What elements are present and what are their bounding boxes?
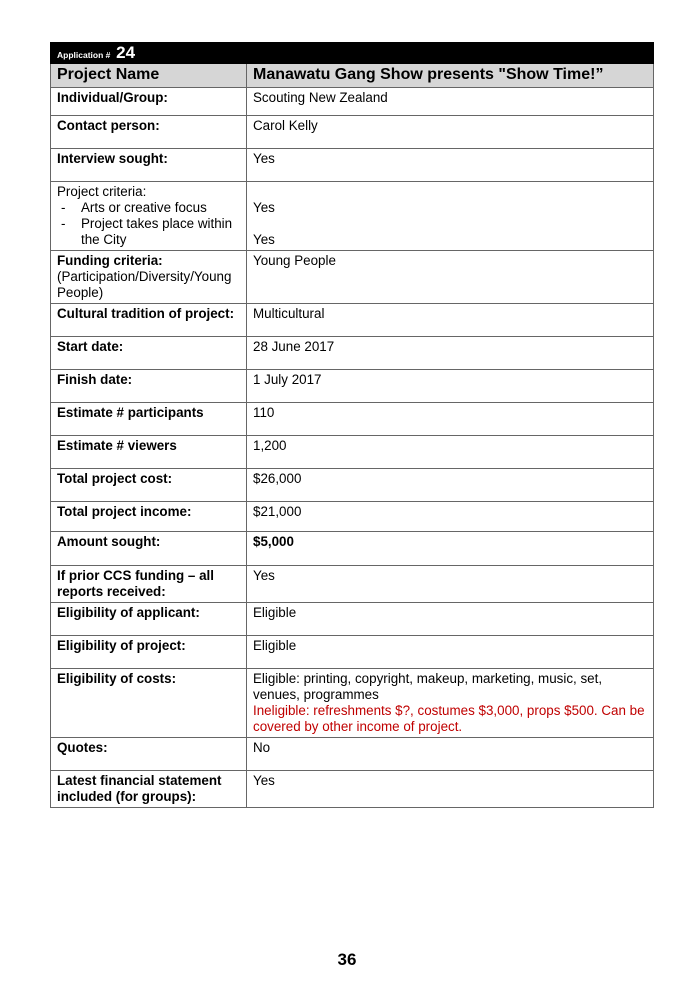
table-row xyxy=(51,403,654,436)
application-table xyxy=(50,42,654,808)
prior-ccs-label: If prior CCS funding – all reports received: xyxy=(51,566,247,603)
page-number: 36 xyxy=(337,950,357,969)
table-row xyxy=(51,566,654,603)
project-name-label: Project Name xyxy=(51,64,247,88)
ineligible-costs-text: Ineligible: refreshments $?, costumes $3,000, props $500. Can be covered by other income of project. xyxy=(253,703,645,734)
viewers-label: Estimate # viewers xyxy=(51,436,247,469)
start-date-label: Start date: xyxy=(51,337,247,370)
project-name-value: Manawatu Gang Show presents "Show Time!” xyxy=(247,64,654,88)
amount-sought-value: $5,000 xyxy=(247,532,654,566)
elig-project-label: Eligibility of project: xyxy=(51,636,247,669)
financial-statement-value: Yes xyxy=(247,771,654,808)
table-row xyxy=(51,182,654,251)
project-criteria-list xyxy=(57,200,240,248)
funding-criteria-sublabel: (Participation/Diversity/Young People) xyxy=(57,269,232,300)
project-criteria-cell xyxy=(51,182,247,251)
elig-applicant-label: Eligibility of applicant: xyxy=(51,603,247,636)
project-criteria-values xyxy=(247,182,654,251)
funding-criteria-value: Young People xyxy=(247,251,654,304)
table-row xyxy=(51,337,654,370)
project-name-row xyxy=(51,64,654,88)
table-row xyxy=(51,502,654,532)
contact-person-label: Contact person: xyxy=(51,116,247,149)
total-income-value: $21,000 xyxy=(247,502,654,532)
table-row xyxy=(51,532,654,566)
elig-applicant-value: Eligible xyxy=(247,603,654,636)
table-row xyxy=(51,603,654,636)
table-row xyxy=(51,370,654,403)
funding-criteria-label: Funding criteria: xyxy=(57,253,163,268)
criteria-value-city: Yes xyxy=(253,232,275,247)
table-row xyxy=(51,116,654,149)
elig-project-value: Eligible xyxy=(247,636,654,669)
list-item: - Project takes place within the City xyxy=(57,216,240,248)
table-row xyxy=(51,304,654,337)
elig-costs-cell xyxy=(247,669,654,738)
application-label: Application # xyxy=(57,50,111,60)
funding-criteria-cell xyxy=(51,251,247,304)
amount-sought-label: Amount sought: xyxy=(51,532,247,566)
total-income-label: Total project income: xyxy=(51,502,247,532)
individual-group-value: Scouting New Zealand xyxy=(247,88,654,116)
quotes-label: Quotes: xyxy=(51,738,247,771)
start-date-value: 28 June 2017 xyxy=(247,337,654,370)
cultural-tradition-label: Cultural tradition of project: xyxy=(51,304,247,337)
eligible-costs-text: Eligible: printing, copyright, makeup, marketing, music, set, venues, programmes xyxy=(253,671,603,702)
viewers-value: 1,200 xyxy=(247,436,654,469)
table-row xyxy=(51,636,654,669)
elig-costs-label: Eligibility of costs: xyxy=(51,669,247,738)
financial-statement-label: Latest financial statement included (for groups): xyxy=(51,771,247,808)
prior-ccs-value: Yes xyxy=(247,566,654,603)
table-row xyxy=(51,771,654,808)
quotes-value: No xyxy=(247,738,654,771)
table-row xyxy=(51,149,654,182)
application-header-blank xyxy=(247,43,654,64)
table-row xyxy=(51,251,654,304)
table-row xyxy=(51,669,654,738)
list-item: - Arts or creative focus xyxy=(57,200,240,216)
individual-group-label: Individual/Group: xyxy=(51,88,247,116)
total-cost-label: Total project cost: xyxy=(51,469,247,502)
application-header-row xyxy=(51,43,654,64)
table-row xyxy=(51,88,654,116)
participants-value: 110 xyxy=(247,403,654,436)
project-criteria-label: Project criteria: xyxy=(57,184,147,199)
table-row xyxy=(51,436,654,469)
cultural-tradition-value: Multicultural xyxy=(247,304,654,337)
criteria-value-arts: Yes xyxy=(253,200,275,215)
interview-sought-label: Interview sought: xyxy=(51,149,247,182)
participants-label: Estimate # participants xyxy=(51,403,247,436)
total-cost-value: $26,000 xyxy=(247,469,654,502)
finish-date-value: 1 July 2017 xyxy=(247,370,654,403)
contact-person-value: Carol Kelly xyxy=(247,116,654,149)
interview-sought-value: Yes xyxy=(247,149,654,182)
finish-date-label: Finish date: xyxy=(51,370,247,403)
table-row xyxy=(51,738,654,771)
application-number-cell xyxy=(51,43,247,64)
application-number: 24 xyxy=(116,43,136,62)
table-row xyxy=(51,469,654,502)
